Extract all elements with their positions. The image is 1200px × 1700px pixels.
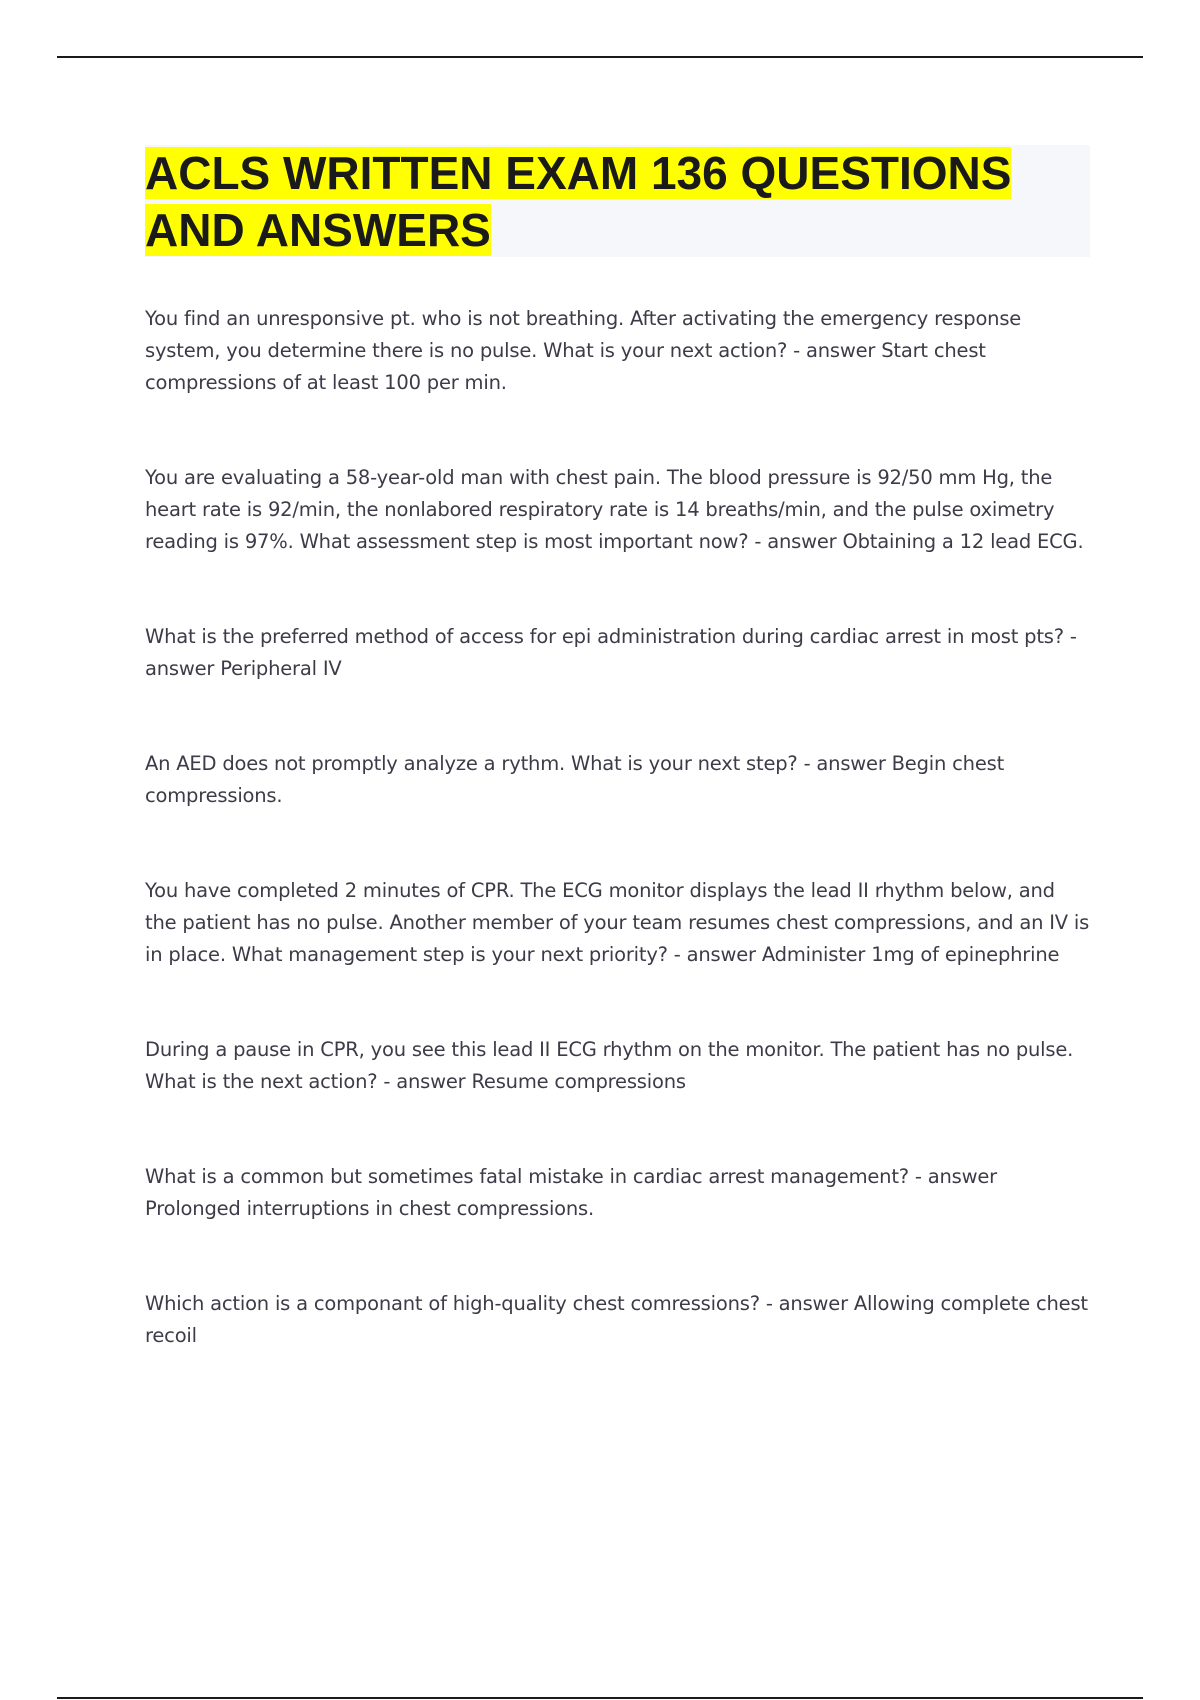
qa-item-3: What is the preferred method of access for epi administration during cardiac arrest in most pts? - answer Peripheral IV	[145, 625, 1077, 680]
qa-list	[145, 303, 1090, 1352]
qa-item-7: What is a common but sometimes fatal mistake in cardiac arrest management? - answer Prolonged interruptions in chest compressions.	[145, 1165, 997, 1220]
footer-rule	[57, 1697, 1143, 1699]
title-block	[145, 145, 1090, 257]
title-highlight: ACLS WRITTEN EXAM 136 QUESTIONS AND ANSWERS	[145, 147, 1012, 256]
qa-item-4: An AED does not promptly analyze a rythm. What is your next step? - answer Begin chest compressions.	[145, 752, 1005, 807]
qa-item-5: You have completed 2 minutes of CPR. The ECG monitor displays the lead II rhythm below, and the patient has no pulse. Another member of your team resumes chest compressions, and an IV is in place. What management step is your next priority? - answer Administer 1mg of epinephrine	[145, 879, 1090, 966]
qa-item-1: You find an unresponsive pt. who is not breathing. After activating the emergency response system, you determine there is no pulse. What is your next action? - answer Start chest compressions of at least 100 per min.	[145, 307, 1022, 394]
document-title	[145, 145, 1090, 259]
document-body	[145, 145, 1090, 1415]
header-rule	[57, 56, 1143, 58]
qa-item-2: You are evaluating a 58-year-old man with chest pain. The blood pressure is 92/50 mm Hg, the heart rate is 92/min, the nonlabored respiratory rate is 14 breaths/min, and the pulse oximetry reading is 97%. What assessment step is most important now? - answer Obtaining a 12 lead ECG.	[145, 466, 1084, 553]
qa-item-8: Which action is a componant of high-quality chest comressions? - answer Allowing complete chest recoil	[145, 1292, 1088, 1347]
qa-item-6: During a pause in CPR, you see this lead II ECG rhythm on the monitor. The patient has no pulse. What is the next action? - answer Resume compressions	[145, 1038, 1074, 1093]
